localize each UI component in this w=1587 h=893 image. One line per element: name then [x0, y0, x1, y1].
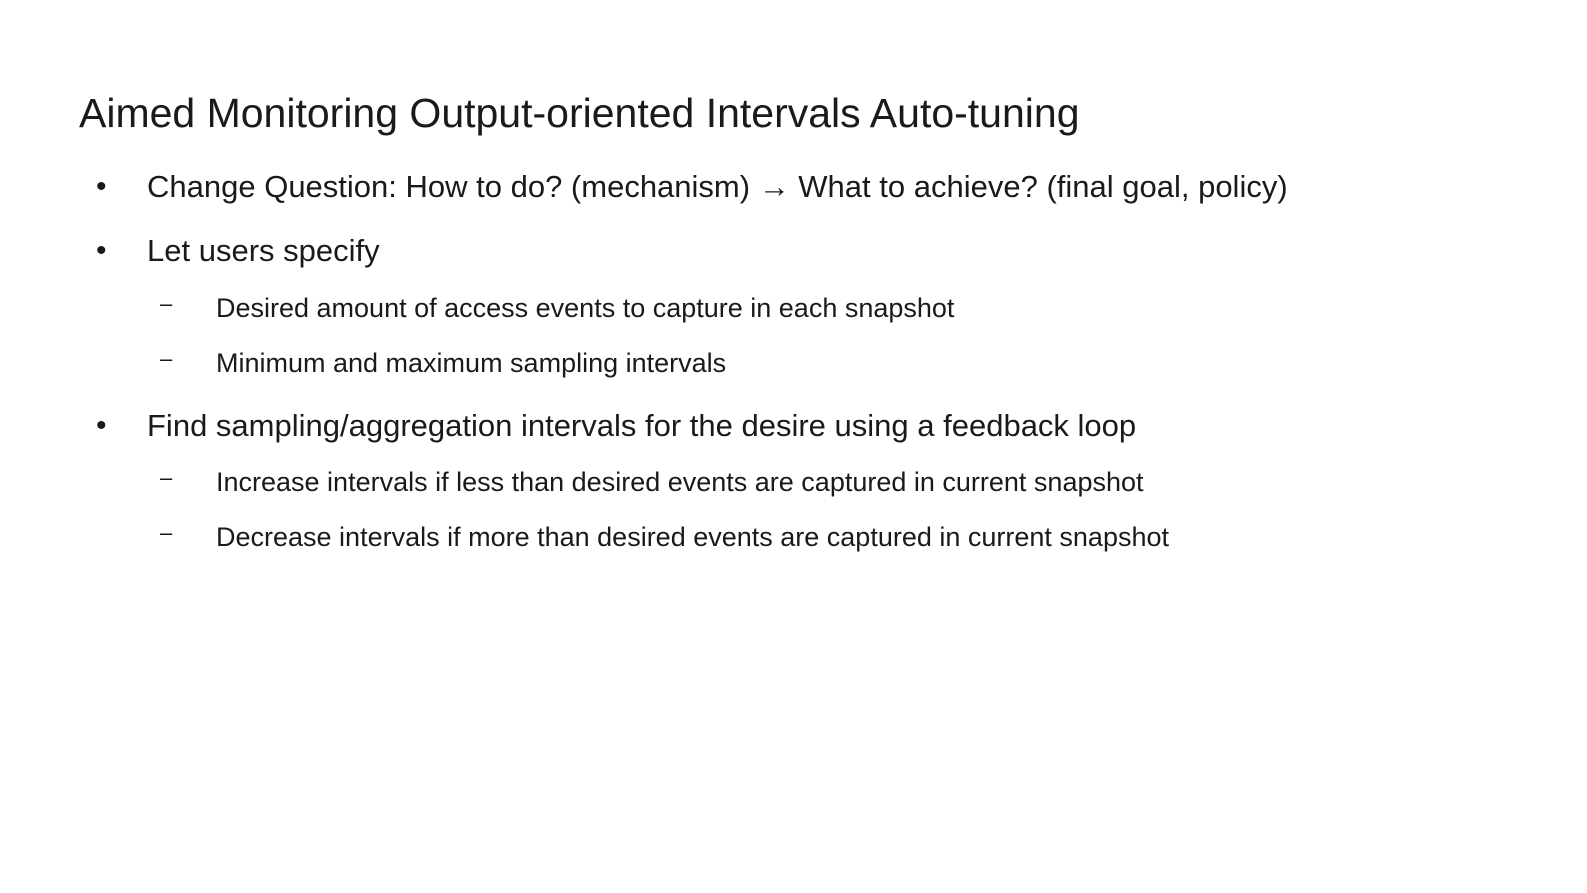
slide-title: Aimed Monitoring Output-oriented Intervals Auto-tuning	[79, 90, 1080, 136]
sub-bullet-marker: –	[160, 346, 173, 371]
sub-bullet-text: Minimum and maximum sampling intervals	[216, 348, 727, 378]
bullet-marker: •	[96, 170, 107, 203]
sub-bullet-marker: –	[160, 520, 173, 545]
bullet-text: Let users specify	[147, 233, 380, 268]
bullet-text: Change Question: How to do? (mechanism) → What to achieve? (final goal, policy)	[147, 169, 1288, 204]
sub-bullet-text: Decrease intervals if more than desired events are captured in current snapshot	[216, 522, 1170, 552]
sub-bullet-text: Desired amount of access events to capture in each snapshot	[216, 293, 955, 323]
bullet-text: Find sampling/aggregation intervals for the desire using a feedback loop	[147, 408, 1137, 443]
sub-bullet-text: Increase intervals if less than desired events are captured in current snapshot	[216, 467, 1144, 497]
sub-bullet-marker: –	[160, 291, 173, 316]
sub-bullet-marker: –	[160, 465, 173, 490]
bullet-marker: •	[96, 409, 107, 442]
bullet-marker: •	[96, 234, 107, 267]
